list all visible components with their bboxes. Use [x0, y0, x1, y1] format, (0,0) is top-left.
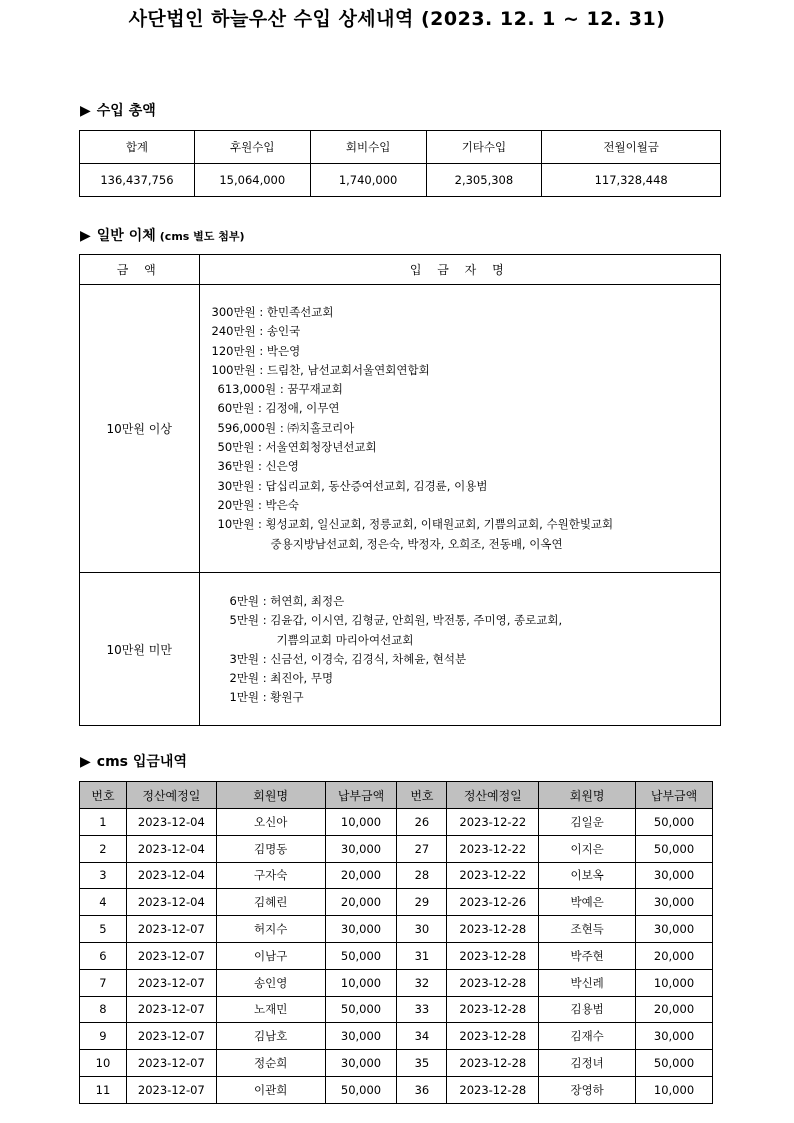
donor-line: 5만원 : 김윤갑, 이시연, 김형균, 안희원, 박전통, 주미영, 종로교회,	[229, 613, 563, 628]
table-cell: 이보옥	[539, 862, 636, 889]
cms-table-body	[80, 809, 713, 1104]
general-section-heading	[80, 225, 245, 245]
table-cell: 구자숙	[216, 862, 325, 889]
table-cell: 2023-12-07	[126, 996, 216, 1023]
table-row	[80, 916, 713, 943]
summary-value-row	[80, 164, 721, 197]
donor-line: 60만원 : 김정애, 이무연	[217, 401, 340, 416]
table-cell: 50,000	[636, 809, 713, 836]
under-100k-label: 10만원 미만	[80, 573, 200, 726]
cms-section-heading	[80, 751, 187, 771]
triangle-marker-icon: ▶	[80, 103, 91, 119]
table-cell: 50,000	[636, 835, 713, 862]
table-cell: 2023-12-26	[447, 889, 539, 916]
table-cell: 이남구	[216, 942, 325, 969]
table-cell: 2023-12-07	[126, 1076, 216, 1103]
table-cell: 50,000	[636, 1050, 713, 1077]
donor-line: 300만원 : 한민족선교회	[211, 305, 334, 319]
general-heading-text: 일반 이체	[96, 228, 156, 244]
under-100k-donors	[199, 573, 721, 726]
table-cell: 2023-12-07	[126, 1050, 216, 1077]
cms-header-cell: 납부금액	[325, 782, 397, 809]
donor-line: 중용지방남선교회, 정은숙, 박정자, 오희조, 전동배, 이옥연	[270, 536, 563, 551]
table-cell: 50,000	[325, 942, 397, 969]
table-cell: 김정녀	[539, 1050, 636, 1077]
table-cell: 송인영	[216, 969, 325, 996]
table-cell: 2023-12-04	[126, 809, 216, 836]
cms-header-cell: 정산예정일	[126, 782, 216, 809]
donor-line: 2만원 : 최진아, 무명	[229, 671, 334, 686]
table-cell: 30,000	[325, 916, 397, 943]
table-cell: 20,000	[636, 942, 713, 969]
over-100k-donors	[199, 285, 721, 573]
table-cell: 2023-12-22	[447, 835, 539, 862]
table-row	[80, 835, 713, 862]
summary-header-cell: 회비수입	[310, 131, 426, 164]
summary-header-cell: 후원수입	[194, 131, 310, 164]
donor-line: 6만원 : 허연희, 최정은	[229, 594, 345, 608]
donor-line: 240만원 : 송인국	[211, 324, 301, 339]
table-cell: 2	[80, 835, 127, 862]
under-100k-row	[80, 573, 721, 726]
summary-header-row	[80, 131, 721, 164]
table-cell: 김재수	[539, 1023, 636, 1050]
over-100k-label: 10만원 이상	[80, 285, 200, 573]
table-cell: 31	[397, 942, 447, 969]
table-cell: 2023-12-28	[447, 969, 539, 996]
table-cell: 26	[397, 809, 447, 836]
table-cell: 4	[80, 889, 127, 916]
table-cell: 29	[397, 889, 447, 916]
table-cell: 정순희	[216, 1050, 325, 1077]
cms-header-row	[80, 782, 713, 809]
summary-header-cell: 전월이월금	[542, 131, 721, 164]
cms-header-cell: 번호	[397, 782, 447, 809]
table-cell: 이관희	[216, 1076, 325, 1103]
depositor-column-header: 입 금 자 명	[199, 255, 721, 285]
general-header-row	[80, 255, 721, 285]
table-cell: 32	[397, 969, 447, 996]
table-cell: 8	[80, 996, 127, 1023]
table-cell: 20,000	[325, 889, 397, 916]
table-cell: 2023-12-07	[126, 942, 216, 969]
table-cell: 10,000	[325, 969, 397, 996]
table-cell: 2023-12-28	[447, 916, 539, 943]
income-summary-table	[79, 130, 721, 197]
table-cell: 2023-12-22	[447, 809, 539, 836]
table-cell: 6	[80, 942, 127, 969]
table-cell: 김혜린	[216, 889, 325, 916]
donor-line: 120만원 : 박은영	[211, 343, 301, 358]
table-cell: 장영하	[539, 1076, 636, 1103]
table-cell: 1	[80, 809, 127, 836]
cms-header-cell: 정산예정일	[447, 782, 539, 809]
over-100k-list	[200, 285, 721, 554]
table-cell: 34	[397, 1023, 447, 1050]
general-heading-note: (cms 별도 첨부)	[159, 230, 245, 243]
table-row	[80, 809, 713, 836]
cms-heading-text: cms 입금내역	[96, 754, 187, 770]
table-cell: 2023-12-28	[447, 996, 539, 1023]
donor-line: 36만원 : 신은영	[217, 459, 299, 474]
table-cell: 20,000	[636, 996, 713, 1023]
table-row	[80, 862, 713, 889]
table-cell: 박예은	[539, 889, 636, 916]
table-cell: 2023-12-07	[126, 1023, 216, 1050]
table-cell: 30,000	[636, 862, 713, 889]
table-row	[80, 969, 713, 996]
table-cell: 2023-12-22	[447, 862, 539, 889]
table-cell: 9	[80, 1023, 127, 1050]
table-cell: 2023-12-04	[126, 835, 216, 862]
table-cell: 35	[397, 1050, 447, 1077]
table-cell: 30,000	[636, 916, 713, 943]
table-cell: 김명동	[216, 835, 325, 862]
table-cell: 30	[397, 916, 447, 943]
donor-line: 1만원 : 황원구	[229, 690, 304, 705]
table-cell: 오신아	[216, 809, 325, 836]
table-cell: 허지수	[216, 916, 325, 943]
table-cell: 3	[80, 862, 127, 889]
summary-value-cell: 2,305,308	[426, 164, 542, 197]
donor-line: 기쁨의교회 마리아여선교회	[276, 632, 414, 647]
table-row	[80, 1076, 713, 1103]
summary-value-cell: 136,437,756	[80, 164, 195, 197]
table-cell: 이지은	[539, 835, 636, 862]
summary-section-heading	[80, 100, 156, 120]
cms-header-cell: 회원명	[539, 782, 636, 809]
donor-line: 613,000원 : 꿈꾸재교회	[217, 382, 343, 397]
table-cell: 50,000	[325, 1076, 397, 1103]
table-cell: 10	[80, 1050, 127, 1077]
summary-heading-text: 수입 총액	[96, 103, 156, 119]
page-title: 사단법인 하늘우산 수입 상세내역 (2023. 12. 1 ~ 12. 31)	[128, 8, 666, 30]
table-cell: 30,000	[325, 1050, 397, 1077]
table-cell: 2023-12-28	[447, 942, 539, 969]
table-cell: 김남호	[216, 1023, 325, 1050]
table-cell: 박주현	[539, 942, 636, 969]
table-row	[80, 889, 713, 916]
table-cell: 27	[397, 835, 447, 862]
table-cell: 2023-12-07	[126, 916, 216, 943]
table-cell: 20,000	[325, 862, 397, 889]
table-cell: 10,000	[636, 969, 713, 996]
cms-header-cell: 납부금액	[636, 782, 713, 809]
table-cell: 2023-12-28	[447, 1050, 539, 1077]
table-cell: 노재민	[216, 996, 325, 1023]
donor-line: 10만원 : 횡성교회, 일신교회, 정릉교회, 이태원교회, 기쁨의교회, 수원한빛교회	[217, 517, 614, 532]
table-cell: 2023-12-04	[126, 889, 216, 916]
cms-header-cell: 번호	[80, 782, 127, 809]
table-row	[80, 1023, 713, 1050]
table-cell: 김일운	[539, 809, 636, 836]
table-cell: 7	[80, 969, 127, 996]
table-cell: 11	[80, 1076, 127, 1103]
table-row	[80, 996, 713, 1023]
cms-deposit-table	[79, 781, 713, 1104]
donor-line: 596,000원 : ㈜치홀코리아	[217, 420, 355, 435]
table-cell: 2023-12-28	[447, 1076, 539, 1103]
summary-header-cell: 합계	[80, 131, 195, 164]
summary-value-cell: 117,328,448	[542, 164, 721, 197]
table-cell: 김용범	[539, 996, 636, 1023]
table-cell: 33	[397, 996, 447, 1023]
table-cell: 36	[397, 1076, 447, 1103]
summary-value-cell: 15,064,000	[194, 164, 310, 197]
amount-column-header: 금 액	[80, 255, 200, 285]
triangle-marker-icon: ▶	[80, 228, 91, 244]
donor-line: 30만원 : 답십리교회, 동산증여선교회, 김경륜, 이용범	[217, 478, 488, 493]
table-cell: 2023-12-04	[126, 862, 216, 889]
triangle-marker-icon: ▶	[80, 754, 91, 770]
over-100k-row	[80, 285, 721, 573]
general-transfer-table	[79, 254, 721, 726]
table-cell: 10,000	[325, 809, 397, 836]
cms-header-cell: 회원명	[216, 782, 325, 809]
table-cell: 박신레	[539, 969, 636, 996]
donor-line: 100만원 : 드림찬, 남선교회서울연회연합회	[211, 362, 430, 377]
table-cell: 10,000	[636, 1076, 713, 1103]
donor-line: 3만원 : 신금선, 이경숙, 김경식, 차혜윤, 현석분	[229, 651, 467, 666]
table-cell: 28	[397, 862, 447, 889]
table-cell: 2023-12-07	[126, 969, 216, 996]
table-cell: 2023-12-28	[447, 1023, 539, 1050]
table-cell: 30,000	[636, 1023, 713, 1050]
table-cell: 50,000	[325, 996, 397, 1023]
table-cell: 30,000	[325, 835, 397, 862]
under-100k-list	[200, 573, 721, 708]
table-row	[80, 1050, 713, 1077]
table-cell: 조현득	[539, 916, 636, 943]
table-cell: 30,000	[325, 1023, 397, 1050]
donor-line: 20만원 : 박은숙	[217, 497, 299, 512]
donor-line: 50만원 : 서울연회청장년선교회	[217, 440, 377, 455]
summary-header-cell: 기타수입	[426, 131, 542, 164]
table-row	[80, 942, 713, 969]
table-cell: 5	[80, 916, 127, 943]
table-cell: 30,000	[636, 889, 713, 916]
summary-value-cell: 1,740,000	[310, 164, 426, 197]
